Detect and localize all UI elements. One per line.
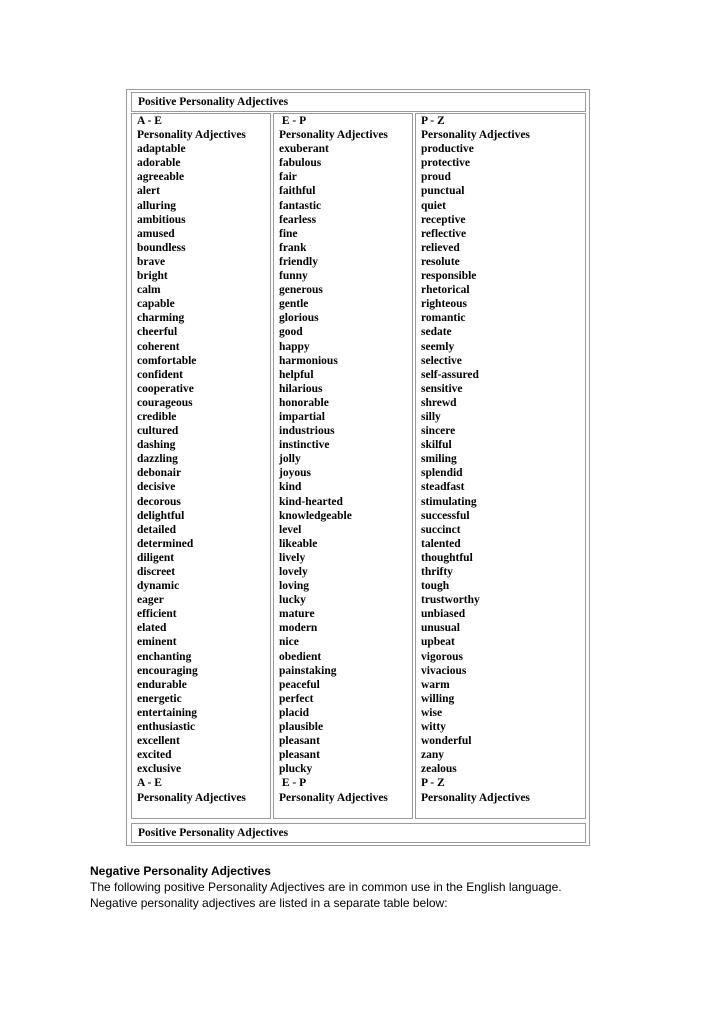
adjective-item: placid <box>279 706 310 719</box>
adjective-item: adorable <box>137 157 181 170</box>
adjective-item: productive <box>421 143 474 156</box>
adjective-item: witty <box>421 721 446 734</box>
adjective-item: painstaking <box>279 664 337 677</box>
adjective-item: unbiased <box>421 608 466 621</box>
adjective-item: frank <box>279 241 307 254</box>
column-range: E - P <box>279 115 307 127</box>
adjective-item: jolly <box>279 453 301 466</box>
column-p-z <box>415 113 586 819</box>
adjective-item: peaceful <box>279 678 320 691</box>
adjective-item: lucky <box>279 594 306 607</box>
adjective-item: dashing <box>137 439 176 452</box>
adjective-item: talented <box>421 537 461 550</box>
adjective-item: punctual <box>421 185 465 198</box>
prose-section <box>90 863 630 911</box>
adjective-item: smiling <box>421 453 457 466</box>
paragraph-line: Negative personality adjectives are listed in a separate table below: <box>90 896 448 910</box>
adjective-item: warm <box>421 678 450 691</box>
adjective-item: silly <box>421 410 441 423</box>
table-caption-bottom: Positive Personality Adjectives <box>131 823 586 843</box>
column-range: A - E <box>137 115 162 127</box>
column-range: P - Z <box>421 115 445 127</box>
adjective-item: excellent <box>137 735 180 748</box>
adjective-item: exuberant <box>279 143 329 156</box>
adjective-item: joyous <box>279 467 311 480</box>
adjective-item: faithful <box>279 185 316 198</box>
column-range-foot: P - Z <box>421 777 445 790</box>
adjective-item: capable <box>137 298 175 311</box>
column-subhead: Personality Adjectives <box>421 129 530 142</box>
adjective-item: excited <box>137 749 172 762</box>
adjective-item: brave <box>137 255 166 268</box>
adjective-item: thoughtful <box>421 551 473 564</box>
adjective-item: succinct <box>421 523 461 536</box>
adjective-item: enthusiastic <box>137 721 196 734</box>
adjective-item: quiet <box>421 199 446 212</box>
adjective-item: stimulating <box>421 495 477 508</box>
adjective-item: splendid <box>421 467 463 480</box>
adjective-item: eminent <box>137 636 177 649</box>
adjective-item: pleasant <box>279 735 320 748</box>
column-range-foot: A - E <box>137 777 162 790</box>
adjective-item: upbeat <box>421 636 455 649</box>
adjective-item: good <box>279 326 303 339</box>
column-range-foot: E - P <box>279 777 307 790</box>
column-e-p <box>273 113 413 819</box>
adjective-item: cooperative <box>137 382 194 395</box>
adjective-item: fearless <box>279 213 317 226</box>
adjective-item: calm <box>137 284 161 297</box>
adjective-item: alluring <box>137 199 176 212</box>
adjective-item: selective <box>421 354 462 367</box>
adjective-item: detailed <box>137 523 176 536</box>
adjective-item: mature <box>279 608 315 621</box>
adjective-item: confident <box>137 368 183 381</box>
adjective-item: zany <box>421 749 444 762</box>
column-subhead-foot: Personality Adjectives <box>421 791 530 804</box>
column-subhead: Personality Adjectives <box>279 129 388 142</box>
adjective-item: likeable <box>279 537 318 550</box>
adjective-item: rhetorical <box>421 284 470 297</box>
adjective-item: enchanting <box>137 650 192 663</box>
adjective-item: generous <box>279 284 323 297</box>
adjective-item: kind-hearted <box>279 495 343 508</box>
adjective-item: eager <box>137 594 164 607</box>
adjective-item: skilful <box>421 439 452 452</box>
adjective-item: decorous <box>137 495 181 508</box>
adjective-item: lively <box>279 551 306 564</box>
adjective-item: entertaining <box>137 706 198 719</box>
adjective-item: honorable <box>279 396 329 409</box>
adjective-item: zealous <box>421 763 457 776</box>
adjective-item: dynamic <box>137 580 180 593</box>
column-a-e <box>131 113 271 819</box>
adjective-item: hilarious <box>279 382 323 395</box>
column-subhead: Personality Adjectives <box>137 129 246 142</box>
paragraph-line: The following positive Personality Adjectives are in common use in the English language. <box>90 880 562 894</box>
adjective-item: alert <box>137 185 160 198</box>
adjective-item: lovely <box>279 566 308 578</box>
adjective-item: vivacious <box>421 664 467 677</box>
column-subhead-foot: Personality Adjectives <box>137 791 246 804</box>
adjective-item: glorious <box>279 312 319 325</box>
adjective-item: unusual <box>421 622 461 635</box>
adjective-item: agreeable <box>137 171 185 184</box>
adjective-item: level <box>279 523 302 536</box>
adjective-item: reflective <box>421 227 467 240</box>
adjective-item: pleasant <box>279 749 320 762</box>
adjective-item: ambitious <box>137 213 186 226</box>
adjective-item: romantic <box>421 312 466 325</box>
word-list <box>421 142 585 776</box>
adjective-item: diligent <box>137 551 175 564</box>
adjective-item: industrious <box>279 425 335 438</box>
section-heading: Negative Personality Adjectives <box>90 864 271 878</box>
adjective-item: boundless <box>137 241 186 254</box>
adjective-item: instinctive <box>279 439 330 452</box>
adjective-item: fair <box>279 171 297 184</box>
adjective-item: funny <box>279 270 308 283</box>
adjective-item: happy <box>279 340 310 353</box>
adjective-item: friendly <box>279 255 318 268</box>
adjective-item: impartial <box>279 410 325 423</box>
adjective-item: seemly <box>421 340 455 353</box>
table-caption-top: Positive Personality Adjectives <box>131 92 586 112</box>
adjective-item: responsible <box>421 270 477 283</box>
adjective-item: thrifty <box>421 566 453 578</box>
adjective-item: helpful <box>279 368 314 381</box>
adjective-item: coherent <box>137 340 180 353</box>
adjective-item: perfect <box>279 692 314 705</box>
adjective-item: gentle <box>279 298 309 311</box>
adjective-item: sincere <box>421 425 456 438</box>
adjective-item: proud <box>421 171 451 184</box>
adjective-item: trustworthy <box>421 594 480 607</box>
adjective-item: efficient <box>137 608 177 621</box>
word-list <box>279 142 412 776</box>
adjective-item: discreet <box>137 566 176 578</box>
adjective-item: endurable <box>137 678 187 691</box>
adjective-item: credible <box>137 410 177 423</box>
adjective-item: comfortable <box>137 354 197 367</box>
adjective-item: shrewd <box>421 396 457 409</box>
adjective-item: willing <box>421 692 455 705</box>
adjective-item: kind <box>279 481 302 494</box>
adjective-item: modern <box>279 622 318 635</box>
adjective-item: self-assured <box>421 368 479 381</box>
adjective-item: plausible <box>279 721 324 734</box>
adjective-item: fabulous <box>279 157 322 170</box>
adjective-item: vigorous <box>421 650 463 663</box>
adjective-item: sedate <box>421 326 452 339</box>
adjective-item: energetic <box>137 692 182 705</box>
adjective-item: fantastic <box>279 199 322 212</box>
adjective-item: courageous <box>137 396 193 409</box>
adjective-item: cheerful <box>137 326 178 339</box>
adjective-item: decisive <box>137 481 176 494</box>
adjective-item: tough <box>421 580 450 593</box>
adjective-item: harmonious <box>279 354 338 367</box>
adjective-item: loving <box>279 580 310 593</box>
adjective-item: delightful <box>137 509 185 522</box>
adjective-item: bright <box>137 270 168 283</box>
column-subhead-foot: Personality Adjectives <box>279 791 388 804</box>
adjective-item: steadfast <box>421 481 465 494</box>
adjective-item: receptive <box>421 213 466 226</box>
adjective-item: encouraging <box>137 664 198 677</box>
adjective-item: charming <box>137 312 185 325</box>
adjective-item: adaptable <box>137 143 186 156</box>
adjective-item: resolute <box>421 255 460 268</box>
adjective-item: wise <box>421 706 443 719</box>
adjective-item: elated <box>137 622 167 635</box>
adjective-item: obedient <box>279 650 322 663</box>
adjective-item: exclusive <box>137 763 182 776</box>
adjective-item: righteous <box>421 298 467 311</box>
adjective-item: knowledgeable <box>279 509 352 522</box>
adjective-item: fine <box>279 227 298 240</box>
adjective-item: debonair <box>137 467 182 480</box>
adjective-item: relieved <box>421 241 460 254</box>
adjective-item: determined <box>137 537 194 550</box>
adjective-item: protective <box>421 157 470 170</box>
adjective-item: cultured <box>137 425 179 438</box>
adjective-item: nice <box>279 636 299 649</box>
adjective-item: sensitive <box>421 382 463 395</box>
word-list <box>137 142 270 776</box>
adjective-item: plucky <box>279 763 313 776</box>
adjective-item: wonderful <box>421 735 472 748</box>
adjective-item: successful <box>421 509 470 522</box>
adjective-item: amused <box>137 227 175 240</box>
adjective-item: dazzling <box>137 453 178 466</box>
